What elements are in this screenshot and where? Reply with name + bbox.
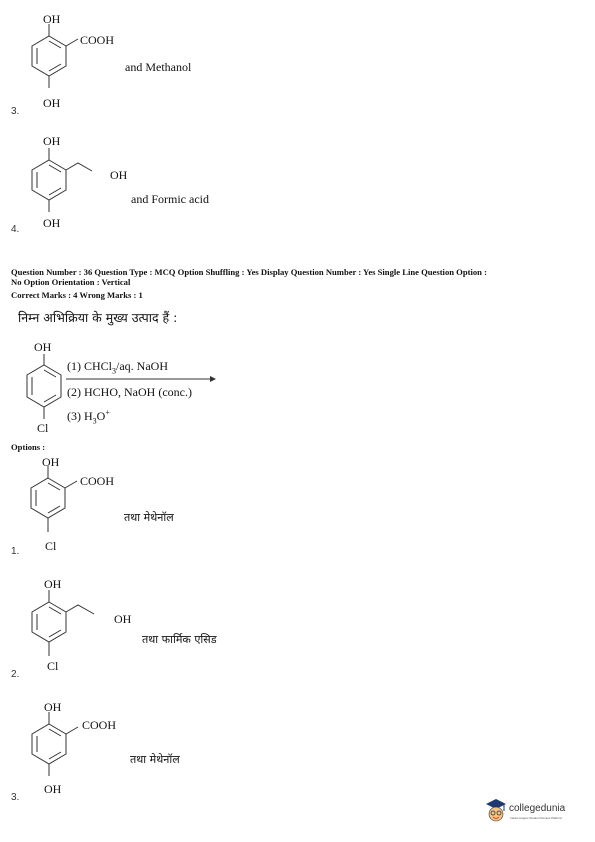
substituent-bottom: Cl [45,539,57,553]
question-text: निम्न अभिक्रिया के मुख्य उत्पाद हैं : [18,310,178,325]
substituent-top: OH [43,12,61,26]
substituent-top: OH [44,700,62,714]
substituent-side: OH [110,168,128,182]
reactant-top: OH [34,340,52,354]
option-number: 3. [11,106,20,117]
question-meta-line2: No Option Orientation : Vertical [11,277,131,287]
question-meta-line1: Question Number : 36 Question Type : MCQ Option Shuffling : Yes Display Question Number : Yes Single Line Question Option : [11,267,487,277]
option-text: तथा मेथेनॉल [130,753,180,766]
collegedunia-logo [484,797,589,827]
option-number: 1. [11,546,20,557]
option-text: and Formic acid [131,192,209,206]
substituent-bottom: Cl [47,659,59,673]
substituent-side: OH [114,612,132,626]
option-number: 2. [11,669,20,680]
benzene-ring-structure [21,470,81,540]
option-text: तथा फार्मिक एसिड [142,633,217,646]
marks-info: Correct Marks : 4 Wrong Marks : 1 [11,290,143,300]
substituent-top: OH [43,134,61,148]
substituent-bottom: OH [44,782,62,796]
substituent-top: OH [44,577,62,591]
option-text: तथा मेथेनॉल [124,511,174,524]
benzene-ring-structure [22,594,102,664]
benzene-ring-structure [22,716,82,786]
logo-tagline: India's largest Student Review Platform [510,816,563,820]
reagent-step3: (3) $H_3O^+$ [67,408,110,426]
option-number: 3. [11,792,20,803]
reaction-arrow [66,375,216,383]
reagent-step1: (1) CHCl$_3$/aq. NaOH [67,359,168,376]
options-label: Options : [11,442,46,452]
benzene-ring-structure [22,28,82,98]
substituent-top: OH [42,455,60,469]
reagent-step2: (2) HCHO, NaOH (conc.) [67,385,192,399]
option-number: 4. [11,224,20,235]
benzene-ring-structure [22,152,82,222]
graduate-mascot-icon [484,797,508,825]
reactant-bottom: Cl [37,421,49,435]
substituent-bottom: OH [43,96,61,110]
substituent-bottom: OH [43,216,61,230]
substituent-side: COOH [80,474,115,488]
substituent-side: COOH [80,33,115,47]
logo-wordmark: collegedunia [509,803,566,814]
substituent-side: COOH [82,718,117,732]
option-text: and Methanol [125,60,192,74]
